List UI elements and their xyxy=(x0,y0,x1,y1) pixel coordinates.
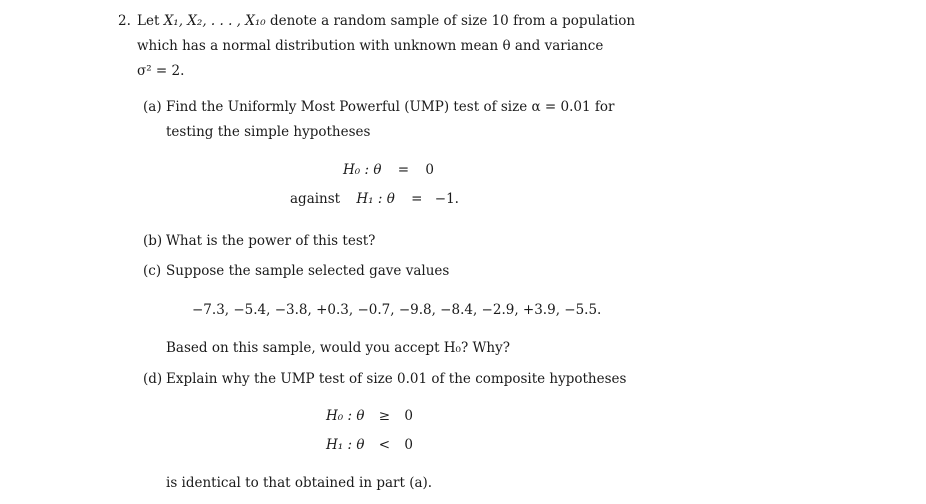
part-d-label: (d) xyxy=(143,371,163,387)
problem-intro-line2: which has a normal distribution with unknown mean θ and variance xyxy=(137,38,604,54)
part-c-question: Based on this sample, would you accept H₀? Why? xyxy=(166,340,510,356)
problem-intro-line1: Let X₁, X₂, . . . , X₁₀ denote a random sample of size 10 from a population xyxy=(137,13,636,29)
part-b-label: (b) xyxy=(143,233,163,249)
sample-variable-list: X₁, X₂, . . . , X₁₀ xyxy=(163,13,266,29)
part-d-conclusion: is identical to that obtained in part (a). xyxy=(166,475,433,491)
part-c-sample-values: −7.3, −5.4, −3.8, +0.3, −0.7, −9.8, −8.4, −2.9, +3.9, −5.5. xyxy=(192,302,602,318)
part-b-text: What is the power of this test? xyxy=(166,233,376,249)
part-d-null-hypothesis: H₀ : θ ≥ 0 xyxy=(326,408,413,424)
part-c-label: (c) xyxy=(143,263,162,279)
part-a-label: (a) xyxy=(143,99,162,115)
part-d-alternative-hypothesis: H₁ : θ < 0 xyxy=(326,437,413,453)
problem-number: 2. xyxy=(118,13,131,29)
part-c-text: Suppose the sample selected gave values xyxy=(166,263,450,279)
part-d-text: Explain why the UMP test of size 0.01 of the composite hypotheses xyxy=(166,371,627,387)
part-a-alternative-hypothesis: against H₁ : θ = −1. xyxy=(290,191,459,207)
problem-intro-line3: σ² = 2. xyxy=(137,63,185,79)
part-a-null-hypothesis: H₀ : θ = 0 xyxy=(343,162,434,178)
part-a-line2: testing the simple hypotheses xyxy=(166,124,371,140)
part-a-line1: Find the Uniformly Most Powerful (UMP) test of size α = 0.01 for xyxy=(166,99,615,115)
